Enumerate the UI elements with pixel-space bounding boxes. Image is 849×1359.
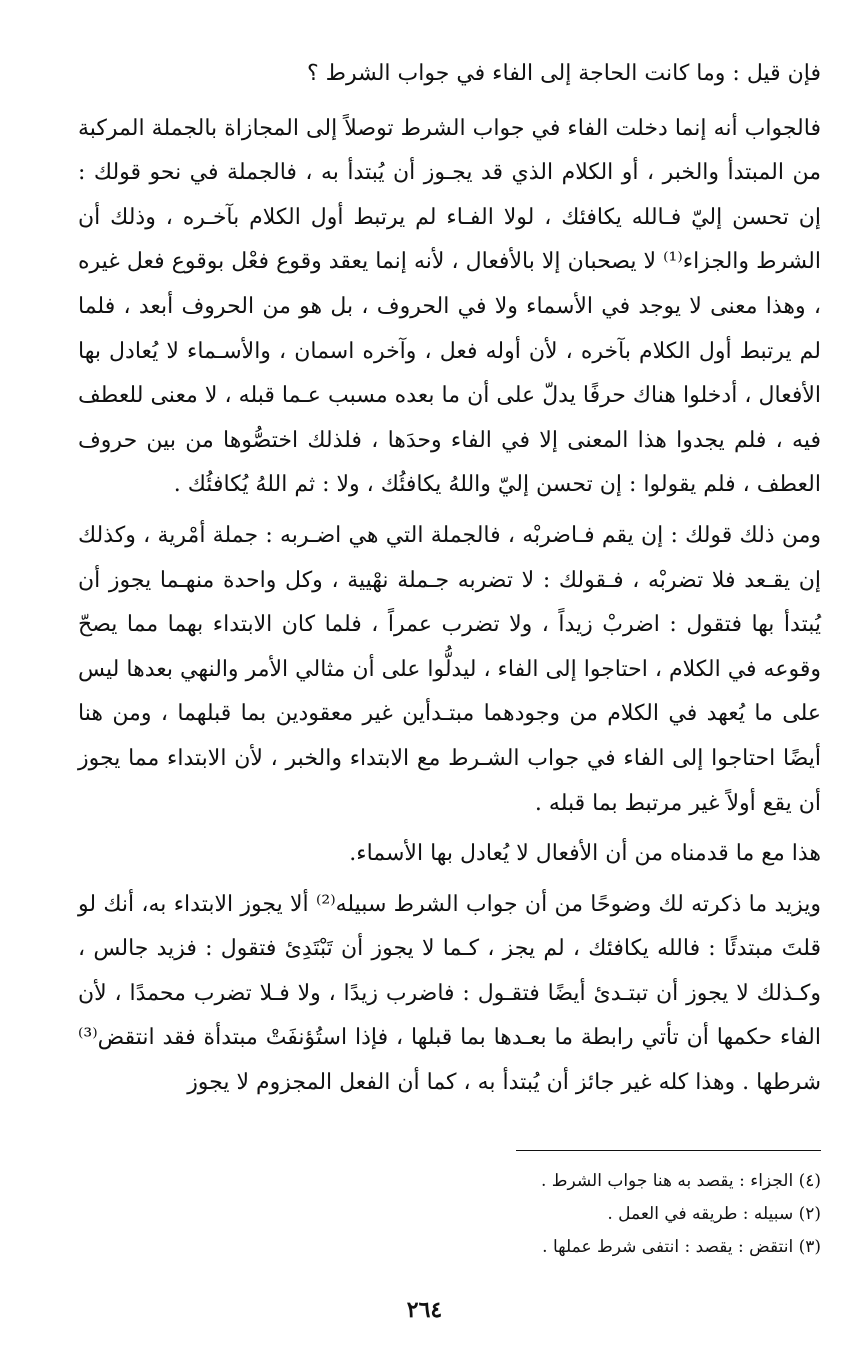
example-paragraph: ومن ذلك قولك : إن يقم فـاضربْه ، فالجملة التي هي اضـربه : جملة أمْرية ، وكذلك إن يقـعد فلا تضربْه ، فـقولك : لا تضربه جـملة نهْيية ، وكل واحدة منهـما يجوز أن يُبتدأ بها فتقول : اضربْ زيداً ، ولا تضرب عمراً ، فلما كان الابتداء بهما مما يصحّ وقوعه في الكلام ، احتاجوا إلى الفاء ، ليدلُّوا على أن مثالي الأمر والنهي بعدها ليس على ما يُعهد في الكلام من وجودهما مبتـدأين غير معقودين بما قبلهما ، ومن هنا أيضًا احتاجوا إلى الفاء في جواب الشـرط مع الابتداء والخبر ، لأن الابتداء مما يجوز أن يقع أولاً غير مرتبط بما قبله . bbox=[78, 522, 821, 816]
summary-paragraph: هذا مع ما قدمناه من أن الأفعال لا يُعادل بها الأسماء. bbox=[349, 841, 821, 867]
footnote-3: (٣) انتقض : يقصد : انتفى شرط عملها . bbox=[542, 1237, 821, 1257]
clarification-paragraph: ويزيد ما ذكرته لك وضوحًا من أن جواب الشرط سبيله⁽²⁾ ألا يجوز الابتداء به، أنك لو قلتَ مبتدئًا : فالله يكافئك ، لم يجز ، كـما لا يجوز أن تَبْتَدِئ فتقول : فزيد جالس ، وكـذلك لا يجوز أن تبتـدئ أيضًا فتقـول : فاضرب زيدًا ، ولا فـلا تضرب محمدًا ، لأن الفاء حكمها أن تأتي رابطة ما بعـدها بما قبلها ، فإذا استُؤنفَتْ مبتدأة فقد انتقض⁽³⁾ شرطها . وهذا كله غير جائز أن يُبتدأ به ، كما أن الفعل المجزوم لا يجوز bbox=[78, 891, 822, 1096]
footnotes-section bbox=[300, 1165, 821, 1264]
footnote-divider bbox=[516, 1150, 821, 1151]
page-number: ٢٦٤ bbox=[406, 1297, 443, 1323]
answer-paragraph: فالجواب أنه إنما دخلت الفاء في جواب الشرط توصلاً إلى المجازاة بالجملة المركبة من المبتدأ والخبر ، أو الكلام الذي قد يجـوز أن يُبتدأ به ، فالجملة في نحو قولك : إن تحسن إليّ فـالله يكافئك ، لولا الفـاء لم يرتبط أول الكلام بآخـره ، وذلك أن الشرط والجزاء⁽¹⁾ لا يصحبان إلا بالأفعال ، لأنه إنما يعقد وقوع فعْل بوقوع فعل غيره ، وهذا معنى لا يوجد في الأسماء ولا في الحروف ، بل هو من الحروف أبعد ، فلما لم يرتبط أول الكلام بآخره ، لأن أوله فعل ، وآخره اسمان ، والأسـماء لا يُعادل بها الأفعال ، أدخلوا هناك حرفًا يدلّ على أن ما بعده مسبب عـما قبله ، لا معنى للعطف فيه ، فلم يجدوا هذا المعنى إلا في الفاء وحدَها ، فلذلك اختصُّوها من بين حروف العطف ، فلم يقولوا : إن تحسن إليّ واللهُ يكافئُك ، ولا : ثم اللهُ يُكافئُك . bbox=[78, 115, 821, 498]
question-paragraph: فإن قيل : وما كانت الحاجة إلى الفاء في جواب الشرط ؟ bbox=[306, 61, 821, 86]
footnote-2: (٢) سبيله : طريقه في العمل . bbox=[607, 1204, 821, 1224]
book-page-text bbox=[78, 52, 821, 1112]
footnote-1: (٤) الجزاء : يقصد به هنا جواب الشرط . bbox=[540, 1171, 821, 1191]
